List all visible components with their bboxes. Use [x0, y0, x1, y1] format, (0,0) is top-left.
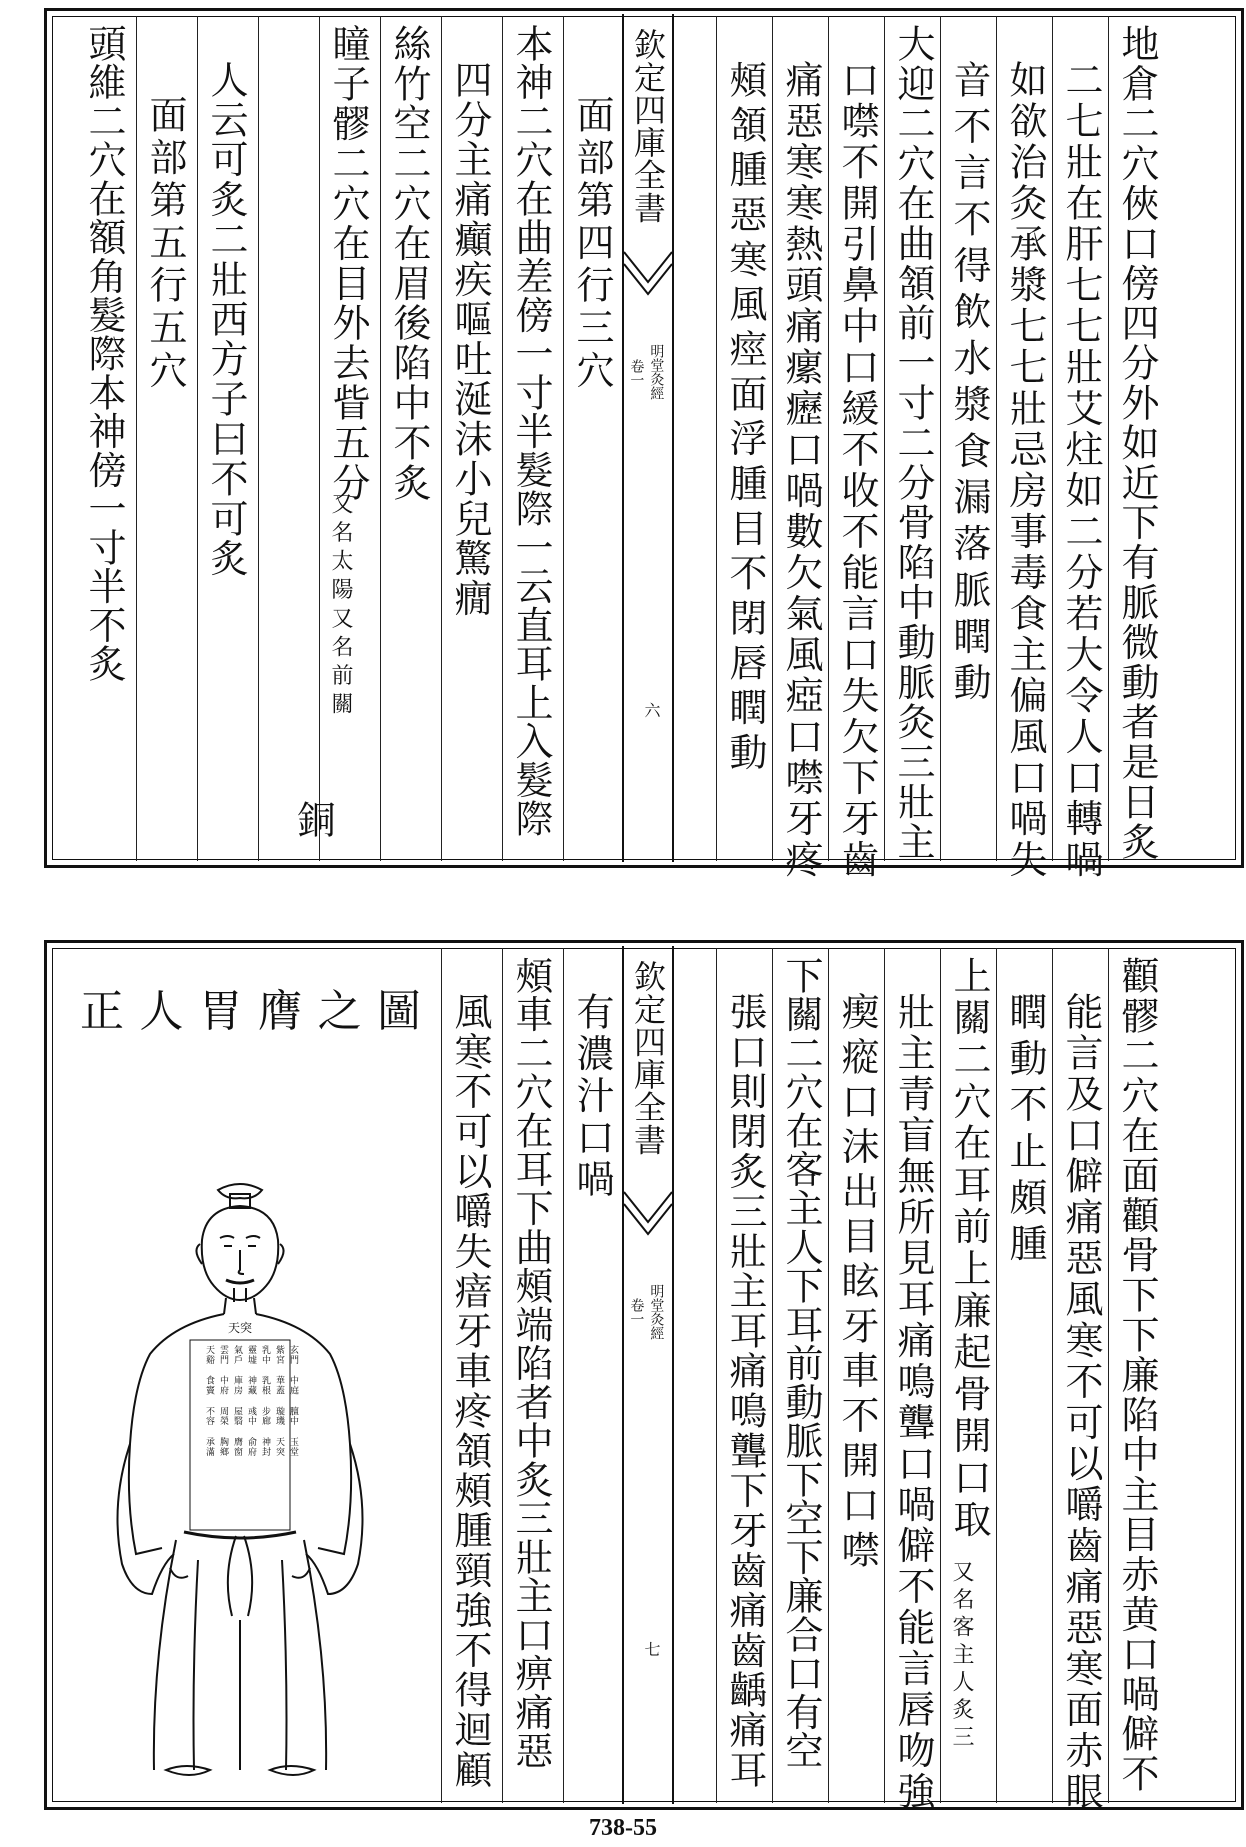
continuation-char: 銅 [291, 800, 335, 845]
text-column: 面部第四行三穴 [570, 95, 614, 393]
column-rule [884, 948, 885, 1803]
text-column: 瞤動不止頗腫 [1003, 992, 1047, 1271]
figure-title: 正人胃膺之圖 [80, 986, 437, 1037]
text-column: 大迎二穴在曲頷前一寸二分骨陷中動脈灸三壯主 [891, 24, 935, 862]
figure-body-text: 天谿 食竇 不容 承滿 [204, 1345, 214, 1457]
fishtail-ornament [624, 252, 672, 282]
figure-body-text: 紫宮 華蓋 璇璣 天突 [274, 1345, 284, 1457]
text-column: 張口則閉炙三壯主耳痛鳴聾下牙齒痛齒齲痛耳 [723, 992, 767, 1790]
column-rule [1052, 16, 1053, 861]
center-fold-top [622, 14, 674, 862]
text-column: 頰車二穴在耳下曲頰端陷者中炙三壯主口痹痛惡 [509, 956, 553, 1770]
book-title: 欽定四庫全書 [629, 960, 667, 1156]
page-number-footer: 738-55 [589, 1815, 657, 1841]
column-rule [1108, 948, 1109, 1803]
column-rule [772, 16, 773, 861]
column-rule [563, 16, 564, 861]
text-column: 本神二穴在曲差傍一寸半髮際一云直耳上入髮際 [509, 24, 553, 838]
figure-body-text: 乳中 乳根 步廊 神封 [260, 1345, 270, 1457]
column-rule [716, 16, 717, 861]
column-rule [1052, 948, 1053, 1803]
text-column: 顴髎二穴在面顴骨下下廉陷中主目赤黄口喎僻不 [1115, 956, 1159, 1794]
note-text: 又名太陽又名前關 [328, 492, 353, 721]
text-column: 四分主痛癲疾嘔吐涎沫小兒驚癇 [448, 60, 492, 619]
note-text: 又名客主人炙三 [949, 1560, 974, 1753]
text-column: 上關二穴在耳前上廉起骨開口取 [947, 956, 991, 1542]
page-number-top: 六 [642, 702, 661, 718]
text-column: 絲竹空二穴在眉後陷中不炙 [387, 24, 431, 503]
column-rule [258, 16, 259, 861]
text-column: 痛惡寒寒熱頭痛瘰癧口喎數欠氣風瘂口噤牙疼 [779, 60, 823, 881]
volume-label: 卷一 [628, 1298, 645, 1326]
center-fold-bottom [622, 946, 674, 1804]
text-column: 有濃汁口喎 [570, 992, 614, 1201]
figure-body-text: 氣戶 庫房 屋翳 膺窗 [232, 1345, 242, 1457]
column-rule [940, 16, 941, 861]
text-column: 瘈瘲口沫出目眩牙車不開口噤 [835, 992, 879, 1575]
column-rule [441, 948, 442, 1803]
column-rule [996, 16, 997, 861]
text-column: 下關二穴在客主人下耳前動脈下空下廉合口有空 [779, 956, 823, 1770]
text-column: 口噤不開引鼻中口緩不收不能言口失欠下牙齒 [835, 60, 879, 881]
chest-label: 天突 [228, 1321, 253, 1335]
column-rule [502, 16, 503, 861]
column-rule [940, 948, 941, 1803]
standing-figure-illustration [80, 1180, 400, 1800]
column-rule [563, 948, 564, 1803]
column-rule [441, 16, 442, 861]
fishtail-ornament [624, 1192, 672, 1222]
column-rule [136, 16, 137, 861]
column-rule [772, 948, 773, 1803]
figure-body-text: 靈墟 神藏 彧中 俞府 [246, 1345, 256, 1457]
page-number-bottom: 七 [642, 1641, 661, 1657]
column-rule [996, 948, 997, 1803]
text-column: 能言及口僻痛惡風寒不可以嚼齒痛惡寒面赤眼 [1059, 992, 1103, 1813]
column-rule [502, 948, 503, 1803]
figure-body-text: 雲門 中府 周榮 胸鄉 [218, 1345, 228, 1457]
text-column: 如欲治灸承漿七七壯忌房事毒食主偏風口喎失 [1003, 60, 1047, 881]
text-column: 地倉二穴俠口傍四分外如近下有脈微動者是日炙 [1115, 24, 1159, 862]
text-column: 二七壯在肝七七壯艾炷如二分若大令人口轉喎 [1059, 60, 1103, 881]
text-column: 音不言不得飲水漿食漏落脈瞤動 [947, 60, 991, 710]
column-rule [828, 948, 829, 1803]
text-column: 瞳子髎二穴在目外去眥五分 [326, 24, 370, 503]
column-rule [1108, 16, 1109, 861]
text-column: 頭維二穴在額角髮際本神傍一寸半不炙 [82, 24, 126, 683]
text-column: 頰頷腫惡寒風痙面浮腫目不閉唇瞤動 [723, 60, 767, 778]
subtitle: 明堂灸經 [648, 344, 665, 400]
column-rule [884, 16, 885, 861]
volume-label: 卷一 [628, 359, 645, 387]
figure-body-text: 玄門 中庭 膻中 玉堂 [288, 1345, 298, 1457]
text-column: 面部第五行五穴 [143, 95, 187, 393]
text-column: 人云可炙二壯西方子曰不可炙 [204, 60, 248, 579]
text-column: 風寒不可以嚼失瘖牙車疼頷頰腫頸強不得迴顧 [448, 992, 492, 1790]
column-rule [716, 948, 717, 1803]
column-rule [319, 16, 320, 861]
text-column: 壯主青盲無所見耳痛鳴聾口喎僻不能言唇吻強 [891, 992, 935, 1813]
subtitle: 明堂灸經 [648, 1284, 665, 1340]
column-rule [828, 16, 829, 861]
book-title: 欽定四庫全書 [629, 28, 667, 224]
column-rule [197, 16, 198, 861]
column-rule [380, 16, 381, 861]
